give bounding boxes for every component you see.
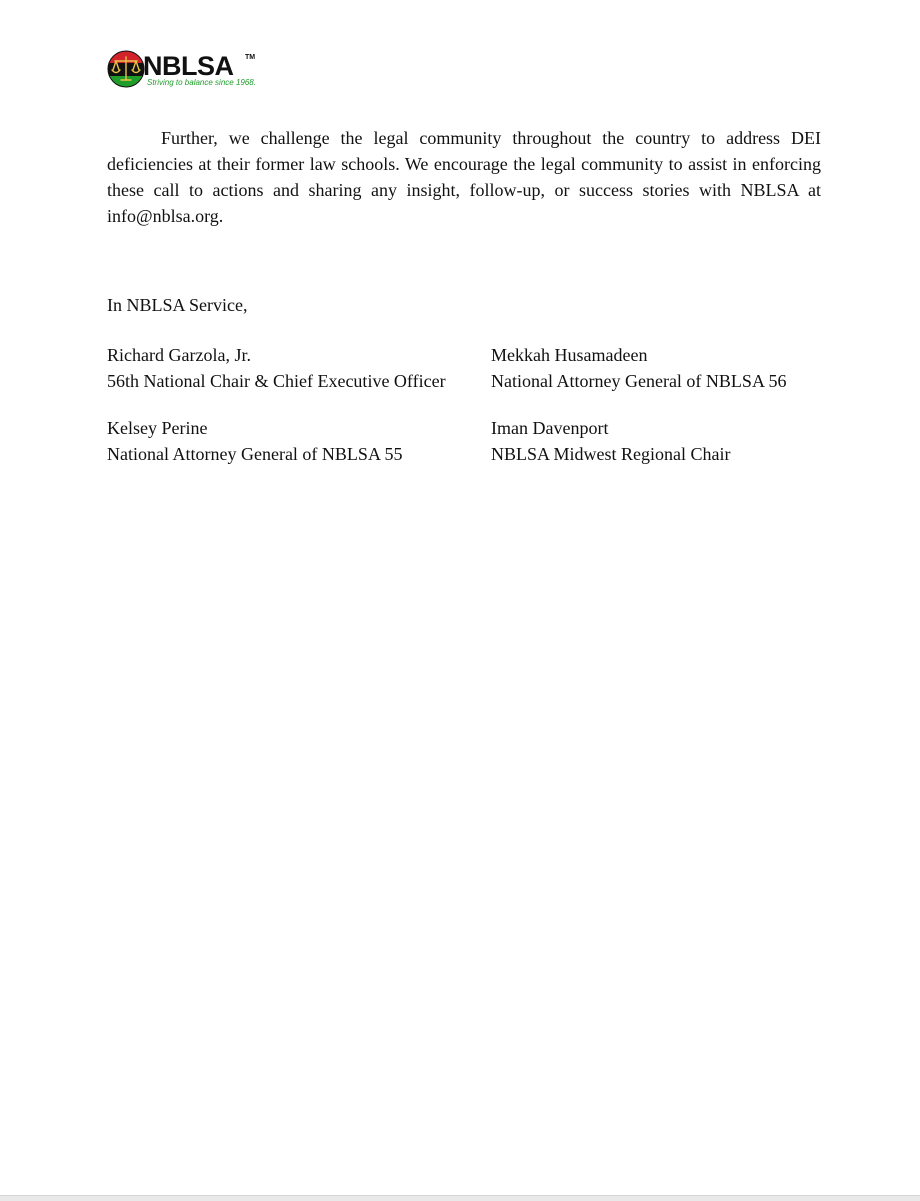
logo-tagline: Striving to balance since 1968. xyxy=(147,78,256,87)
signer-name: Iman Davenport xyxy=(491,418,609,438)
body-paragraph: Further, we challenge the legal community throughout the country to address DEI deficiencies at their former law schools. We encourage the legal community to assist in enforcing these call to actions and sharing any insight, follow-up, or success stories with NBLSA at info@nblsa.org. xyxy=(107,128,821,226)
signer-name: Mekkah Husamadeen xyxy=(491,345,648,365)
signer-title: National Attorney General of NBLSA 56 xyxy=(491,371,787,391)
trademark-symbol: TM xyxy=(245,54,256,61)
signature-block xyxy=(107,415,402,467)
signer-title: 56th National Chair & Chief Executive Officer xyxy=(107,371,446,391)
nblsa-logo xyxy=(107,50,257,90)
signer-title: NBLSA Midwest Regional Chair xyxy=(491,444,731,464)
closing-salutation: In NBLSA Service, xyxy=(107,295,248,315)
signer-title: National Attorney General of NBLSA 55 xyxy=(107,444,403,464)
signer-name: Kelsey Perine xyxy=(107,418,208,438)
signature-block xyxy=(491,415,731,467)
page-bottom-edge xyxy=(0,1195,920,1201)
signature-block xyxy=(491,342,786,394)
signer-name: Richard Garzola, Jr. xyxy=(107,345,251,365)
logo-wordmark: NBLSA xyxy=(143,51,234,81)
signature-block xyxy=(107,342,446,394)
scales-of-justice-icon xyxy=(107,50,145,88)
